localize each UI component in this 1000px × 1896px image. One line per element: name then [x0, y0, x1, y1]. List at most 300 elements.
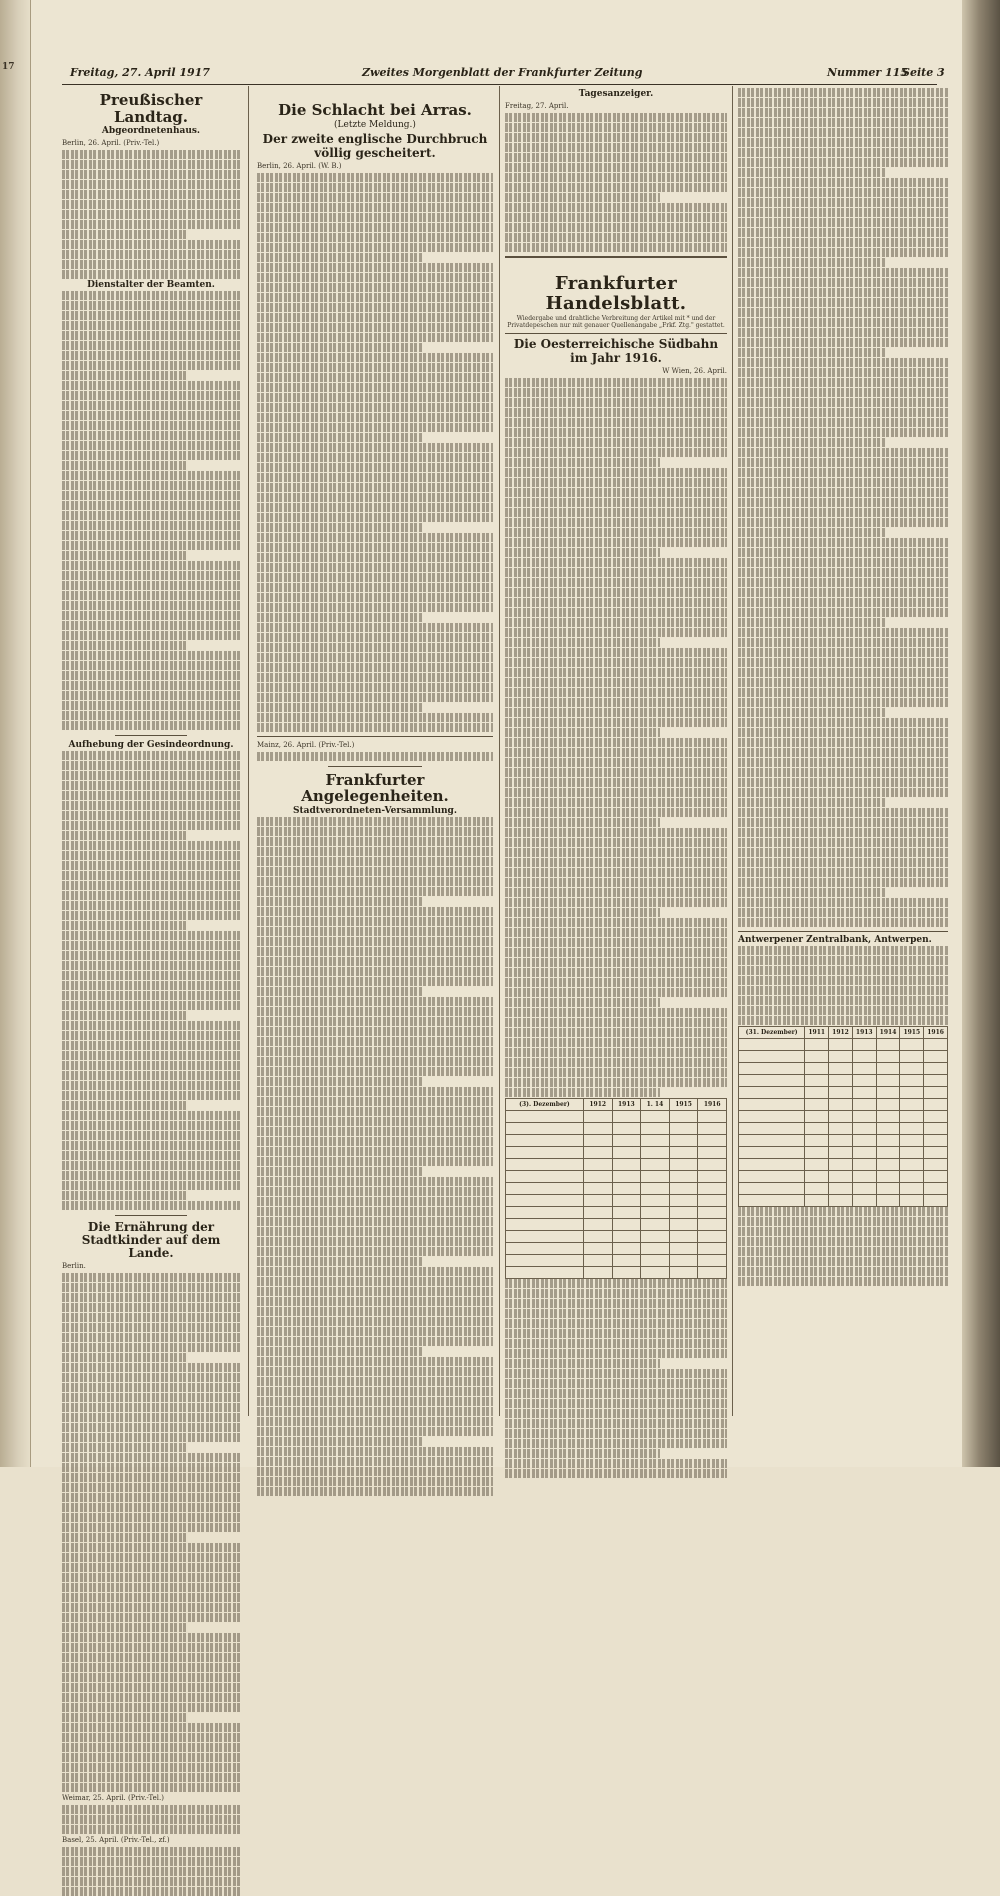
table-cell: [924, 1194, 948, 1206]
text-line: [62, 701, 240, 710]
text-line: [738, 98, 948, 107]
table-row: [739, 1050, 948, 1062]
text-line: [257, 203, 493, 212]
handelsblatt-note: Wiedergabe und drahtliche Verbreitung der Artikel mit * und der Privatdepeschen nur mit genauer Quellenangabe „Frkf. Ztg." gestattet.: [507, 315, 725, 330]
text-line: [257, 1387, 493, 1396]
text-line: [257, 503, 493, 512]
text-line: [62, 200, 240, 209]
text-line: [505, 1279, 727, 1288]
text-line: [738, 438, 885, 447]
text-line: [257, 1057, 493, 1066]
text-line: [505, 958, 727, 967]
text-line: [62, 381, 240, 390]
text-line: [505, 378, 727, 387]
table-cell: [669, 1194, 698, 1206]
text-line: [738, 828, 948, 837]
text-line: [738, 258, 885, 267]
text-line: [257, 1197, 493, 1206]
text-line: [62, 240, 240, 249]
table-cell: [876, 1146, 900, 1158]
text-line: [505, 428, 727, 437]
text-line: [257, 1127, 493, 1136]
table-cell: [669, 1158, 698, 1170]
text-line: [738, 956, 948, 965]
table-cell: [829, 1062, 853, 1074]
table-cell: [641, 1170, 670, 1182]
text-line: [505, 928, 727, 937]
column-2: [257, 88, 493, 1413]
text-line: [505, 678, 727, 687]
table-cell: [805, 1158, 829, 1170]
text-line: [505, 508, 727, 517]
table-cell: [698, 1122, 727, 1134]
table-cell: [900, 1194, 924, 1206]
table-cell: [583, 1182, 612, 1194]
text-line: [257, 493, 493, 502]
text-line: [738, 198, 948, 207]
text-line: [62, 491, 240, 500]
table-cell: [739, 1050, 805, 1062]
separator: [505, 333, 727, 334]
article-body: [738, 88, 948, 927]
text-line: [62, 561, 240, 570]
table-cell: [876, 1074, 900, 1086]
text-line: [257, 483, 493, 492]
text-line: [62, 1753, 240, 1762]
text-line: [62, 941, 240, 950]
text-line: [738, 1257, 948, 1266]
text-line: [257, 283, 493, 292]
text-line: [62, 1553, 240, 1562]
text-line: [738, 508, 948, 517]
text-line: [738, 648, 948, 657]
table-cell: [829, 1182, 853, 1194]
table-cell: [583, 1110, 612, 1122]
text-line: [505, 558, 727, 567]
text-line: [257, 313, 493, 322]
text-line: [738, 588, 948, 597]
table-row: [506, 1230, 727, 1242]
table-cell: [583, 1122, 612, 1134]
article-body: [257, 173, 493, 732]
text-line: [505, 1369, 727, 1378]
text-line: [62, 1483, 240, 1492]
text-line: [62, 190, 240, 199]
text-line: [257, 1397, 493, 1406]
table-cell: [612, 1218, 641, 1230]
table-cell: [829, 1038, 853, 1050]
text-line: [505, 518, 727, 527]
text-line: [257, 917, 493, 926]
text-line: [257, 713, 493, 722]
text-line: [257, 453, 493, 462]
ernaehrung-dateline: Berlin.: [62, 1262, 86, 1271]
table-header-row: [739, 1026, 948, 1038]
text-line: [738, 578, 948, 587]
text-line: [738, 308, 948, 317]
text-line: [62, 1201, 240, 1210]
table-cell: [583, 1158, 612, 1170]
text-line: [738, 848, 948, 857]
text-line: [257, 1237, 493, 1246]
text-line: [738, 328, 948, 337]
article-body: [505, 378, 727, 1097]
table-row: [506, 1218, 727, 1230]
text-line: [257, 533, 493, 542]
text-line: [257, 817, 493, 826]
text-line: [62, 681, 240, 690]
text-line: [505, 538, 727, 547]
text-line: [257, 1247, 493, 1256]
text-line: [62, 931, 240, 940]
text-line: [738, 128, 948, 137]
table-cell: [612, 1158, 641, 1170]
table-cell: [739, 1038, 805, 1050]
table-cell: [900, 1146, 924, 1158]
table-header-cell: 1916: [924, 1026, 948, 1038]
table-cell: [669, 1170, 698, 1182]
table-cell: [612, 1146, 641, 1158]
table-cell: [852, 1098, 876, 1110]
text-line: [257, 857, 493, 866]
table-cell: [829, 1158, 853, 1170]
table-cell: [852, 1050, 876, 1062]
table-cell: [924, 1050, 948, 1062]
text-line: [505, 243, 727, 252]
text-line: [62, 821, 240, 830]
text-line: [505, 1359, 660, 1368]
text-line: [257, 243, 493, 252]
handelsblatt-title: Frankfurter Handelsblatt.: [545, 272, 687, 314]
text-line: [505, 1339, 727, 1348]
text-line: [738, 878, 948, 887]
table-cell: [852, 1146, 876, 1158]
text-line: [738, 408, 948, 417]
text-line: [505, 1459, 727, 1468]
text-line: [62, 270, 240, 279]
text-line: [257, 393, 493, 402]
table-cell: [852, 1038, 876, 1050]
text-line: [505, 448, 727, 457]
text-line: [257, 752, 493, 761]
text-line: [738, 498, 948, 507]
text-line: [257, 1437, 422, 1446]
text-line: [62, 911, 240, 920]
table-cell: [506, 1146, 584, 1158]
article-body: [257, 817, 493, 1496]
text-line: [505, 223, 727, 232]
table-row: [506, 1182, 727, 1194]
table-cell: [852, 1110, 876, 1122]
text-line: [505, 998, 660, 1007]
text-line: [62, 871, 240, 880]
text-line: [738, 1237, 948, 1246]
article-body: [738, 1207, 948, 1286]
text-line: [257, 233, 493, 242]
table-cell: [612, 1110, 641, 1122]
table-cell: [506, 1230, 584, 1242]
page-header: [62, 66, 945, 85]
text-line: [62, 1091, 240, 1100]
table-row: [506, 1206, 727, 1218]
text-line: [505, 1289, 727, 1298]
text-line: [738, 348, 885, 357]
table-cell: [876, 1170, 900, 1182]
table-cell: [506, 1170, 584, 1182]
text-line: [62, 901, 240, 910]
text-line: [62, 641, 187, 650]
text-line: [62, 1673, 240, 1682]
text-line: [62, 1373, 240, 1382]
table-cell: [900, 1050, 924, 1062]
text-line: [738, 708, 885, 717]
text-line: [62, 1423, 240, 1432]
text-line: [738, 788, 948, 797]
text-line: [738, 378, 948, 387]
column-rule: [732, 86, 733, 1416]
table-cell: [641, 1158, 670, 1170]
table-cell: [506, 1134, 584, 1146]
text-line: [505, 1329, 727, 1338]
page-edge-shadow: [962, 0, 1000, 1467]
table-cell: [829, 1086, 853, 1098]
text-line: [62, 1743, 240, 1752]
table-cell: [669, 1122, 698, 1134]
text-line: [738, 608, 948, 617]
table-cell: [829, 1110, 853, 1122]
table-cell: [829, 1074, 853, 1086]
text-line: [62, 1151, 240, 1160]
table-cell: [669, 1110, 698, 1122]
table-cell: [641, 1182, 670, 1194]
table-cell: [612, 1242, 641, 1254]
text-line: [62, 1353, 187, 1362]
table-cell: [739, 1134, 805, 1146]
table-cell: [583, 1230, 612, 1242]
text-line: [62, 1633, 240, 1642]
text-line: [738, 468, 948, 477]
table-header-cell: 1915: [669, 1098, 698, 1110]
text-line: [257, 563, 493, 572]
text-line: [738, 358, 948, 367]
text-line: [257, 383, 493, 392]
text-line: [62, 541, 240, 550]
table-cell: [641, 1206, 670, 1218]
text-line: [505, 478, 727, 487]
text-line: [738, 288, 948, 297]
text-line: [257, 683, 493, 692]
separator: [115, 735, 186, 736]
text-line: [257, 1217, 493, 1226]
table-cell: [829, 1122, 853, 1134]
arras-note: (Letzte Meldung.): [334, 119, 416, 130]
text-line: [257, 947, 493, 956]
text-line: [257, 847, 493, 856]
table-cell: [805, 1194, 829, 1206]
text-line: [505, 718, 727, 727]
table-cell: [852, 1170, 876, 1182]
table-header-cell: 1912: [829, 1026, 853, 1038]
table-cell: [669, 1266, 698, 1278]
text-line: [257, 443, 493, 452]
table-cell: [829, 1170, 853, 1182]
table-cell: [805, 1074, 829, 1086]
table-cell: [900, 1134, 924, 1146]
text-line: [62, 1623, 187, 1632]
text-line: [62, 1343, 240, 1352]
suedbahn-table: [505, 1098, 727, 1279]
table-cell: [669, 1206, 698, 1218]
text-line: [257, 1207, 493, 1216]
table-cell: [876, 1110, 900, 1122]
text-line: [62, 551, 187, 560]
text-line: [62, 260, 240, 269]
text-line: [257, 1447, 493, 1456]
text-line: [505, 1058, 727, 1067]
text-line: [62, 291, 240, 300]
header-date: Freitag, 27. April 1917: [70, 66, 210, 79]
text-line: [62, 1403, 240, 1412]
text-line: [62, 1877, 240, 1886]
text-line: [257, 1047, 493, 1056]
text-line: [738, 538, 948, 547]
text-line: [257, 877, 493, 886]
table-cell: [924, 1038, 948, 1050]
text-line: [257, 603, 493, 612]
text-line: [505, 418, 727, 427]
table-cell: [739, 1194, 805, 1206]
text-line: [257, 1457, 493, 1466]
text-line: [505, 688, 727, 697]
text-line: [257, 1027, 493, 1036]
table-cell: [900, 1038, 924, 1050]
table-cell: [739, 1182, 805, 1194]
text-line: [505, 888, 727, 897]
table-cell: [698, 1254, 727, 1266]
zentralbank-table: [738, 1026, 948, 1207]
table-cell: [612, 1170, 641, 1182]
text-line: [257, 553, 493, 562]
text-line: [505, 908, 660, 917]
text-line: [62, 881, 240, 890]
text-line: [62, 1323, 240, 1332]
text-line: [505, 1389, 727, 1398]
text-line: [62, 1191, 187, 1200]
text-line: [738, 718, 948, 727]
text-line: [62, 1121, 240, 1130]
text-line: [62, 361, 240, 370]
text-line: [738, 728, 948, 737]
separator: [257, 736, 493, 737]
text-line: [505, 868, 727, 877]
text-line: [62, 511, 240, 520]
text-line: [62, 841, 240, 850]
text-line: [62, 1161, 240, 1170]
text-line: [738, 946, 948, 955]
table-row: [739, 1146, 948, 1158]
text-line: [62, 831, 187, 840]
text-line: [62, 771, 240, 780]
table-cell: [698, 1182, 727, 1194]
text-line: [505, 788, 727, 797]
text-line: [505, 878, 727, 887]
text-line: [738, 1267, 948, 1276]
text-line: [505, 938, 727, 947]
text-line: [62, 1061, 240, 1070]
text-line: [257, 693, 493, 702]
table-row: [506, 1158, 727, 1170]
table-cell: [506, 1266, 584, 1278]
text-line: [738, 518, 948, 527]
text-line: [62, 961, 240, 970]
text-line: [505, 133, 727, 142]
table-row: [739, 1098, 948, 1110]
text-line: [257, 1187, 493, 1196]
text-line: [738, 658, 948, 667]
text-line: [62, 1293, 240, 1302]
text-line: [257, 1327, 493, 1336]
table-cell: [829, 1134, 853, 1146]
table-cell: [506, 1242, 584, 1254]
text-line: [62, 1383, 240, 1392]
article-body: [257, 752, 493, 761]
text-line: [257, 1097, 493, 1106]
table-cell: [924, 1122, 948, 1134]
table-header-cell: 1913: [852, 1026, 876, 1038]
text-line: [62, 1141, 240, 1150]
text-line: [257, 1267, 493, 1276]
text-line: [62, 671, 240, 680]
text-line: [257, 1117, 493, 1126]
text-line: [505, 1399, 727, 1408]
text-line: [738, 1217, 948, 1226]
table-cell: [698, 1170, 727, 1182]
table-cell: [805, 1110, 829, 1122]
text-line: [62, 1433, 240, 1442]
table-cell: [641, 1242, 670, 1254]
basel-dateline: Basel, 25. April. (Priv.-Tel., zf.): [62, 1836, 170, 1845]
text-line: [62, 801, 240, 810]
table-cell: [506, 1122, 584, 1134]
text-line: [257, 653, 493, 662]
text-line: [738, 228, 948, 237]
text-line: [738, 118, 948, 127]
text-line: [505, 398, 727, 407]
text-line: [738, 278, 948, 287]
text-line: [62, 1001, 240, 1010]
text-line: [62, 1603, 240, 1612]
text-line: [738, 628, 948, 637]
text-line: [62, 371, 187, 380]
text-line: [738, 318, 948, 327]
text-line: [738, 888, 885, 897]
text-line: [257, 173, 493, 182]
table-row: [506, 1122, 727, 1134]
text-line: [505, 193, 660, 202]
table-cell: [506, 1110, 584, 1122]
text-line: [257, 1407, 493, 1416]
table-cell: [506, 1218, 584, 1230]
table-cell: [805, 1122, 829, 1134]
text-line: [505, 123, 727, 132]
article-body: [62, 150, 240, 279]
table-cell: [641, 1146, 670, 1158]
text-line: [505, 458, 660, 467]
landtag-title: Preußischer Landtag.: [99, 91, 203, 126]
text-line: [257, 723, 493, 732]
text-line: [62, 1703, 240, 1712]
table-cell: [900, 1182, 924, 1194]
